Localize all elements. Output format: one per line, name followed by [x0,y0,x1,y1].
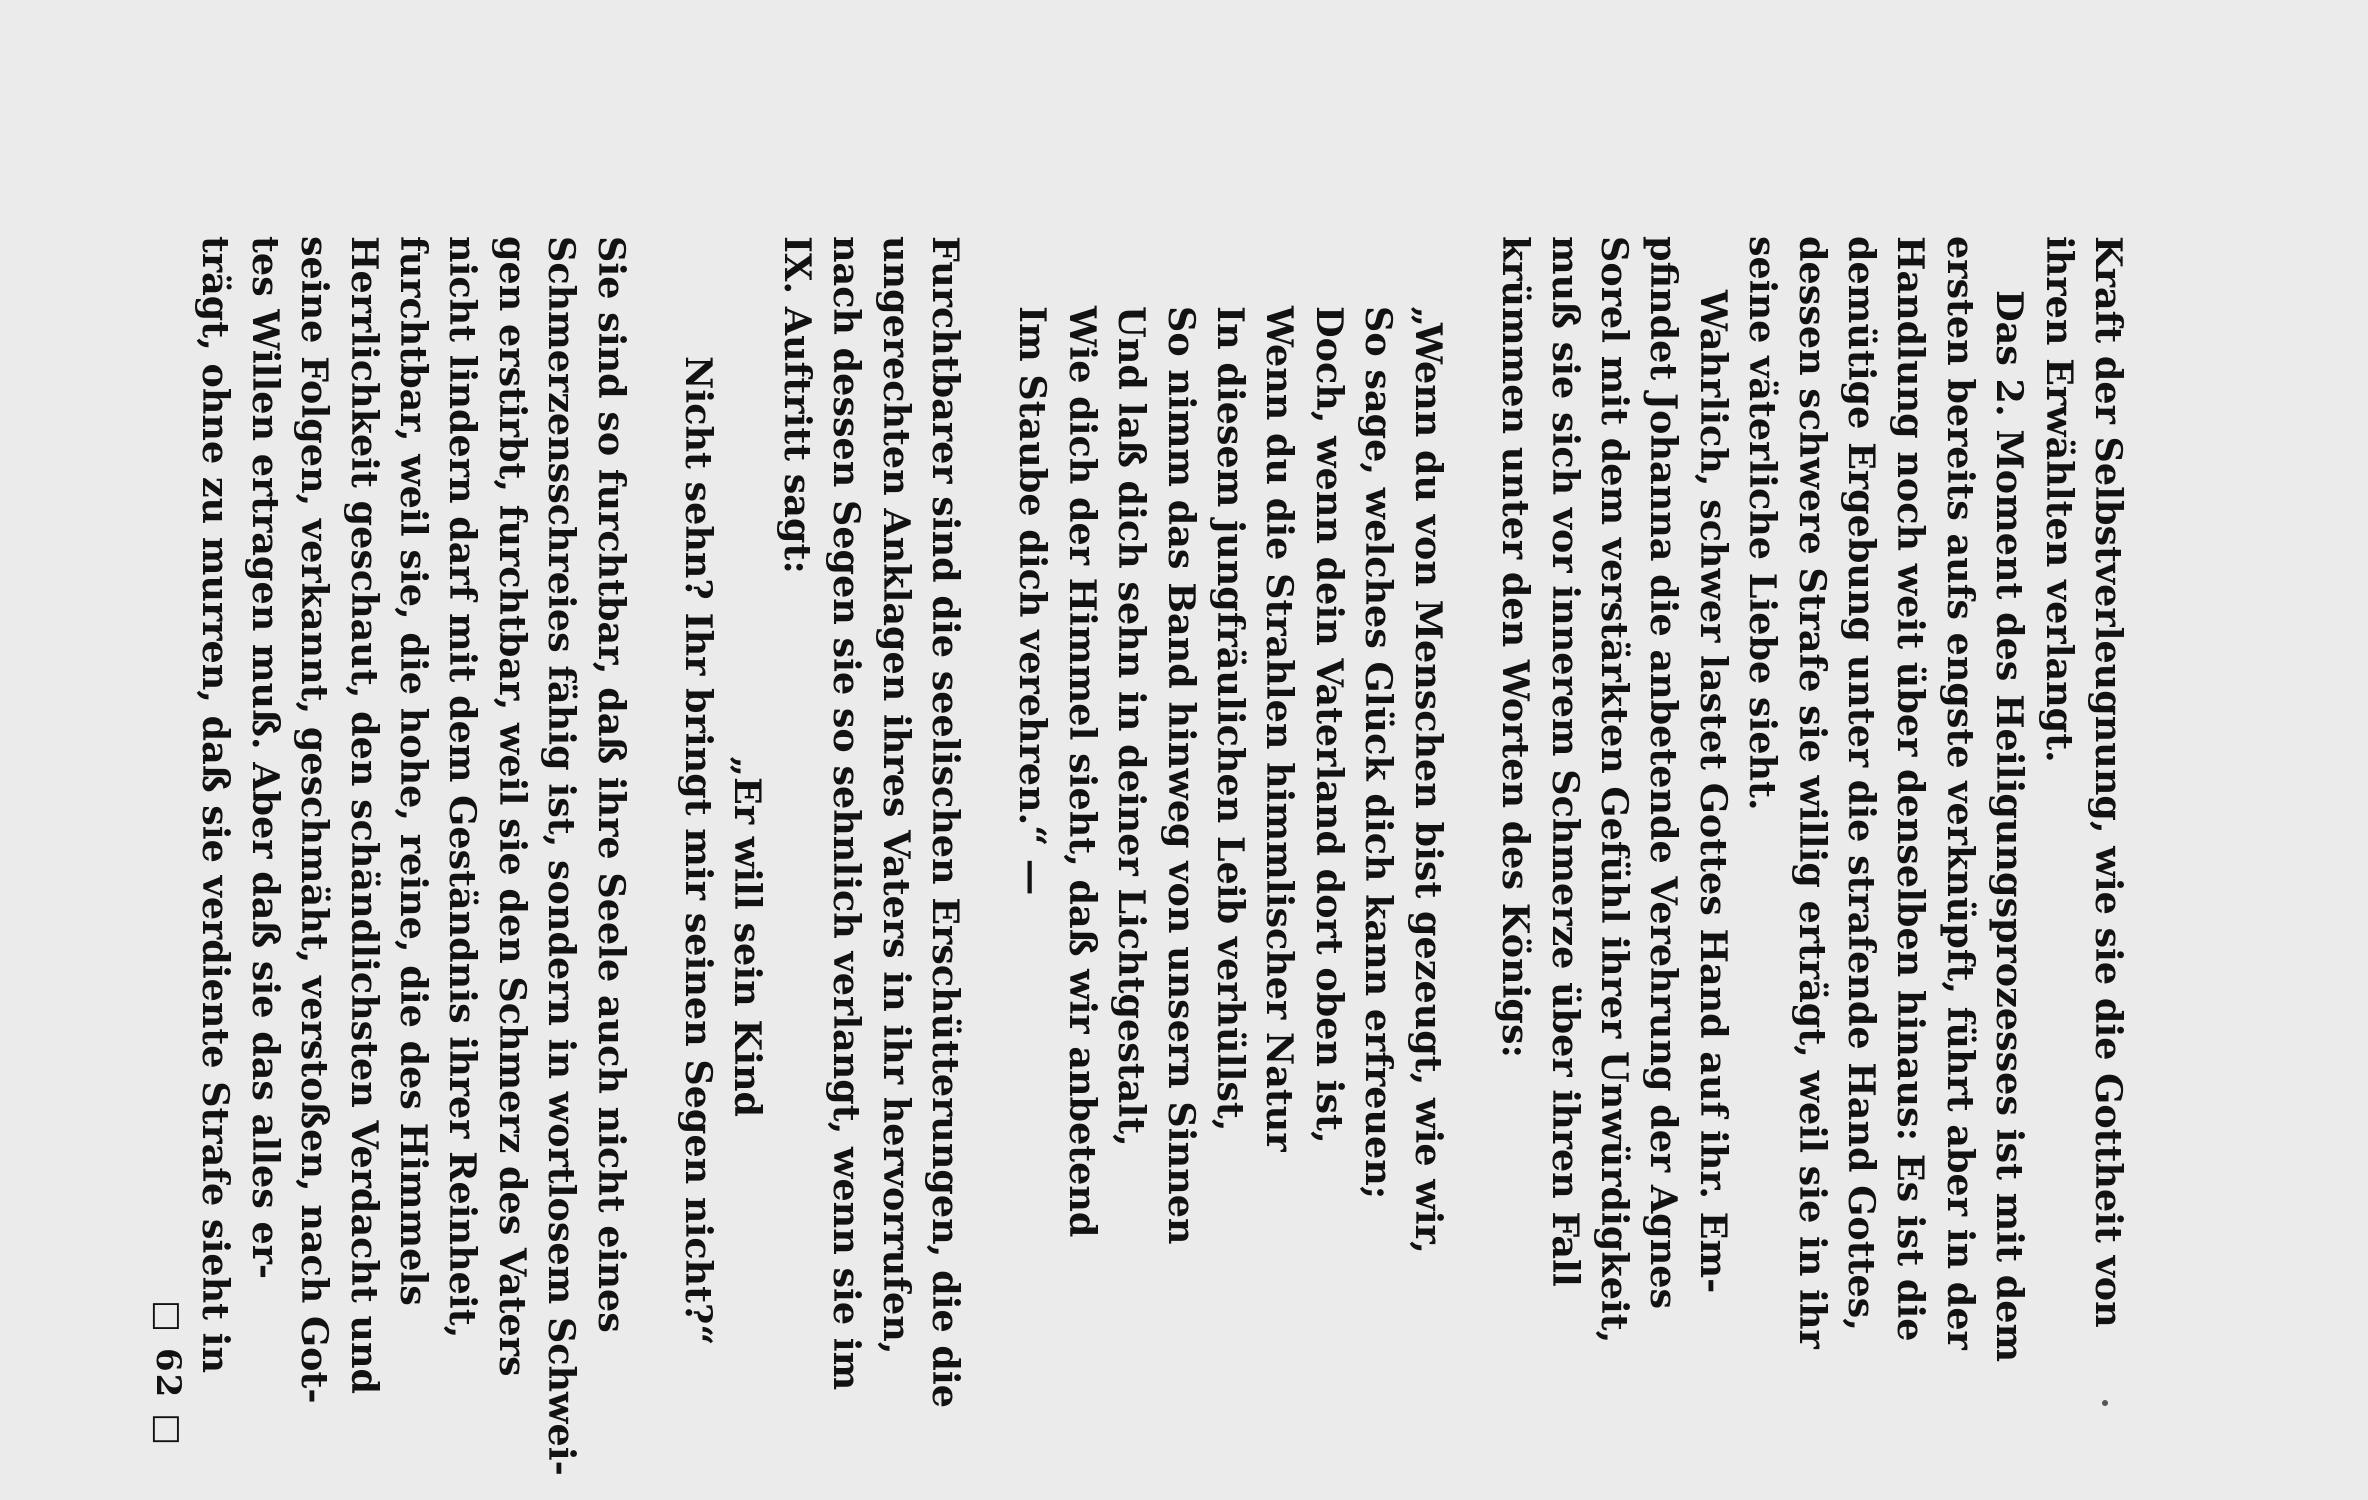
verse-line: Wie dich der Himmel sieht, daß wir anbetend [1060,306,1104,1238]
verse-line: So nimm das Band hinweg von unsern Sinnen [1159,306,1203,1245]
text-line: Sorel mit dem verstärkten Gefühl ihrer Unwürdigkeit, [1592,236,1636,1344]
page-text [191,236,2133,1500]
text-line: Wahrlich, schwer lastet Gottes Hand auf ihr. Em- [1691,290,1735,1294]
page-number: □ 62 □ [148,1300,188,1448]
print-speck [2102,1400,2108,1406]
text-line: seine Folgen, verkannt, geschmäht, verstoßen, nach Got- [293,236,337,1404]
verse-line: Im Staube dich verehren.“ — [1011,306,1055,896]
text-line: nach dessen Segen sie so sehnlich verlangt, wenn sie im [825,236,869,1391]
spacer [970,236,1008,1500]
text-line: Furchtbarer sind die seelischen Erschütterungen, die die [924,236,968,1408]
verse-line: Wenn du die Strahlen himmlischer Natur [1258,306,1302,1152]
verse-line: „Wenn du von Menschen bist gezeugt, wie wir, [1406,306,1450,1254]
text-line: ersten bereits aufs engste verknüpft, führt aber in der [1938,236,1982,1350]
paragraph-1 [2034,236,2133,1500]
text-line: Sie sind so furchtbar, daß ihre Seele auch nicht eines [589,236,633,1333]
text-line: furchtbar, weil sie, die hohe, reine, die des Himmels [392,236,435,1306]
verse-line: So sage, welches Glück dich kann erfreuen; [1357,306,1401,1200]
text-line: gen erstirbt, furchtbar, weil sie den Schmerz des Vaters [490,236,534,1377]
text-line: seine väterliche Liebe sieht. [1741,236,1785,811]
paragraph-4 [772,236,970,1500]
text-line: Kraft der Selbstverleugnung, wie sie die Gottheit von [2087,236,2130,1328]
verse-line: Doch, wenn dein Vaterland dort oben ist, [1307,306,1351,1144]
quote-line: „Er will sein Kind [726,756,770,1118]
short-quote [674,236,773,1500]
text-line: IX. Auftritt sagt: [775,236,819,574]
text-line: Schmerzensschreies fähig ist, sondern in wortlosem Schwei- [540,236,584,1476]
verse-line: Und laß dich sehn in deiner Lichtgestalt, [1110,306,1154,1147]
spacer [1453,236,1491,1500]
text-line: demütige Ergebung unter die strafende Hand Gottes, [1839,236,1883,1331]
paragraph-5 [191,236,636,1500]
text-line: dessen schwere Strafe sie willig erträgt, weil sie in ihr [1790,236,1834,1349]
text-line: Das 2. Moment des Heiligungsprozesses ist mit dem [1988,290,2032,1363]
text-line: ungerechten Anklagen ihres Vaters in ihr hervorrufen, [874,236,918,1355]
text-line: muß sie sich vor innerem Schmerze über ihren Fall [1543,236,1587,1287]
quote-line: Nicht sehn? Ihr bringt mir seinen Segen nicht?“ [677,356,721,1346]
paragraph-2 [1738,236,2034,1500]
spacer [636,236,674,1500]
verse-quote [1008,236,1453,1500]
text-line: pfindet Johanna die anbetende Verehrung der Agnes [1642,236,1686,1310]
text-line: Handlung noch weit über denselben hinaus: Es ist die [1889,236,1933,1342]
verse-line: In diesem jungfräulichen Leib verhüllst, [1209,306,1253,1132]
text-line: trägt, ohne zu murren, daß sie verdiente Strafe sieht in [194,236,238,1374]
text-line: Herrlichkeit geschaut, den schändlichsten Verdacht und [342,236,386,1395]
text-line: tes Willen ertragen muß. Aber daß sie das alles er- [243,236,287,1280]
paragraph-3 [1491,236,1738,1500]
text-line: krümmen unter den Worten des Königs: [1494,236,1538,1058]
text-line: nicht lindern darf mit dem Geständnis ihrer Reinheit, [441,236,485,1339]
text-line: ihren Erwählten verlangt. [2037,236,2081,763]
